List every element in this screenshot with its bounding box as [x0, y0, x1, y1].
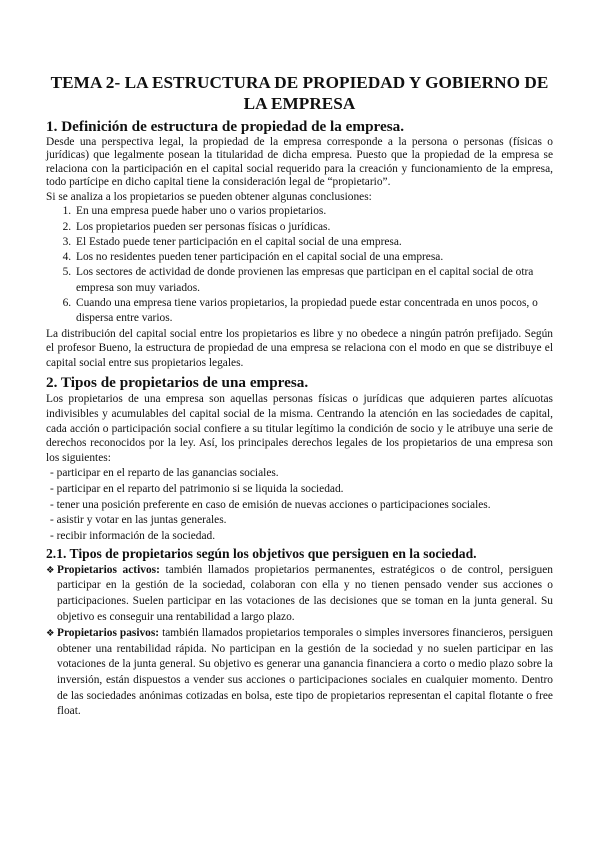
section-1-heading: 1. Definición de estructura de propiedad de la empresa. [46, 118, 405, 135]
owner-type-description: también llamados propietarios temporales o simples inversores financieros, persiguen obtener una rentabilidad rápida. No participan en la gestión de la sociedad y no suelen participar en las votaciones de la junta general. Su objetivo es generar una ganancia financiera a corto o medio plazo sobre la inversión, están dispuestos a vender sus acciones o participaciones sociales en cualquier momento. Dentro de las sociedades anónimas cotizadas en bolsa, este tipo de propietarios representan el capital flotante o free float. [57, 627, 553, 718]
list-item: - recibir información de la sociedad. [50, 530, 216, 543]
section-2-heading: 2. Tipos de propietarios de una empresa. [46, 374, 309, 392]
owner-type-term: Propietarios pasivos: [57, 627, 160, 640]
owner-type-passive [46, 626, 553, 720]
diamond-bullet-icon: ❖ [46, 564, 55, 576]
list-item: - participar en el reparto del patrimonio si se liquida la sociedad. [50, 483, 344, 496]
section-2-paragraph-1: Los propietarios de una empresa son aquellas personas físicas o jurídicas que adquieren partes alícuotas indivisibles y acumulables del capital social de la misma. Centrando la atención en las sociedades de capital, cada acción o participación social confiere a su titular legítimo la condición de socio y le atribuye una serie de derechos reconocidos por la ley. Así, los principales derechos legales de los propietarios de una empresa son los siguientes: [46, 393, 553, 464]
list-item: 3. El Estado puede tener participación en el capital social de una empresa. [74, 235, 553, 250]
list-item: 2. Los propietarios pueden ser personas físicas o jurídicas. [74, 220, 553, 235]
owner-type-text [57, 563, 553, 625]
section-1-paragraph-1: Desde una perspectiva legal, la propiedad de la empresa corresponde a la persona o personas (físicas o jurídicas) que legalmente posean la titularidad de dicha empresa. Puesto que la propiedad de la empresa se relaciona con la participación en el capital social requerido para la creación y funcionamiento de la empresa, todo partícipe en dicho capital tiene la consideración legal de “propietario”. [46, 136, 553, 189]
list-item: 5. Los sectores de actividad de donde provienen las empresas que participan en el capital social de otra empresa son muy variados. [74, 265, 553, 296]
list-item: - tener una posición preferente en caso de emisión de nuevas acciones o participaciones sociales. [50, 498, 491, 511]
subsection-2-1-heading: 2.1. Tipos de propietarios según los objetivos que persiguen en la sociedad. [46, 545, 477, 561]
list-item: - asistir y votar en las juntas generales. [50, 514, 227, 527]
section-1-intro: Si se analiza a los propietarios se pueden obtener algunas conclusiones: [46, 190, 372, 203]
owner-type-text [57, 626, 553, 720]
list-item: - participar en el reparto de las ganancias sociales. [50, 467, 279, 480]
section-1-paragraph-2: La distribución del capital social entre los propietarios es libre y no obedece a ningún patrón prefijado. Según el profesor Bueno, la estructura de propiedad de una empresa se relaciona con el modo en que se distribuye el capital social entre sus propietarios legales. [46, 327, 553, 369]
diamond-bullet-icon: ❖ [46, 628, 55, 640]
document-title: TEMA 2- LA ESTRUCTURA DE PROPIEDAD Y GOBIERNO DE LA EMPRESA [50, 73, 549, 113]
owner-type-active [46, 563, 553, 625]
list-item: 1. En una empresa puede haber uno o varios propietarios. [74, 204, 553, 219]
list-item: 4. Los no residentes pueden tener participación en el capital social de una empresa. [74, 250, 553, 265]
owner-type-description: también llamados propietarios permanentes, estratégicos o de control, persiguen participar en la gestión de la sociedad, colaboran con ella y no tienen pensado vender sus acciones o participaciones. Suelen participar en las votaciones de las decisiones que se toman en la junta general. Su objetivo es conseguir una rentabilidad a largo plazo. [57, 563, 553, 623]
conclusions-list [46, 204, 553, 326]
list-item: 6. Cuando una empresa tiene varios propietarios, la propiedad puede estar concentrada en unos pocos, o dispersa entre varios. [74, 296, 553, 327]
owner-type-term: Propietarios activos: [57, 563, 160, 576]
rights-list [46, 466, 553, 545]
